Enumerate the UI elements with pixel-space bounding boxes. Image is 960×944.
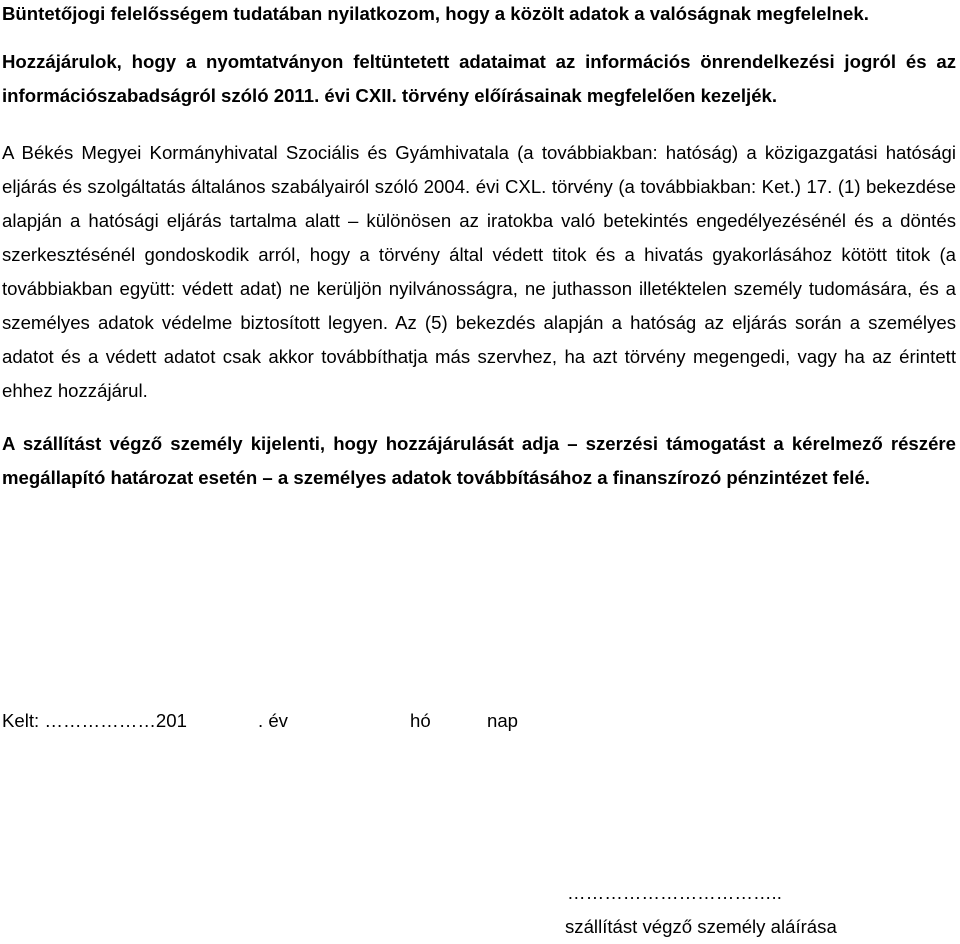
transport-person-consent: A szállítást végző személy kijelenti, hogy hozzájárulását adja – szerzési támogatást a kérelmező részére megállapító határozat esetén – a személyes adatok továbbításához a finanszírozó pénzintézet felé. — [2, 433, 956, 488]
signature-caption: szállítást végző személy aláírása — [565, 916, 837, 937]
date-day-label: nap — [487, 710, 519, 731]
date-month-label: hó — [410, 710, 431, 731]
criminal-liability-statement: Büntetőjogi felelősségem tudatában nyilatkozom, hogy a közölt adatok a valóságnak megfelelnek. — [2, 3, 869, 24]
signature-line: …………………………….. — [567, 882, 782, 903]
authority-data-protection-notice: A Békés Megyei Kormányhivatal Szociális és Gyámhivatala (a továbbiakban: hatóság) a közigazgatási hatósági eljárás és szolgáltatás általános szabályairól szóló 2004. évi CXL. törvény (a továbbiakban: Ket.) 17. (1) bekezdése alapján a hatósági eljárás tartalma alatt – különösen az iratokba való betekintés engedélyezésénél és a döntés szerkesztésénél gondoskodik arról, hogy a törvény által védett titok és a hivatás gyakorlásához kötött titok (a továbbiakban együtt: védett adat) ne kerüljön nyilvánosságra, ne juthasson illetéktelen személy tudomására, és a személyes adatok védelme biztosított legyen. Az (5) bekezdés alapján a hatóság az eljárás során a személyes adatot és a védett adatot csak akkor továbbíthatja más szervhez, ha azt törvény megengedi, vagy ha az érintett ehhez hozzájárul. — [2, 142, 956, 401]
date-year-suffix: . év — [258, 710, 288, 731]
date-label: Kelt: ………………201 — [2, 710, 187, 731]
data-processing-consent: Hozzájárulok, hogy a nyomtatványon feltüntetett adataimat az információs önrendelkezési jogról és az információszabadságról szóló 2011. évi CXII. törvény előírásainak megfelelően kezeljék. — [2, 51, 956, 106]
